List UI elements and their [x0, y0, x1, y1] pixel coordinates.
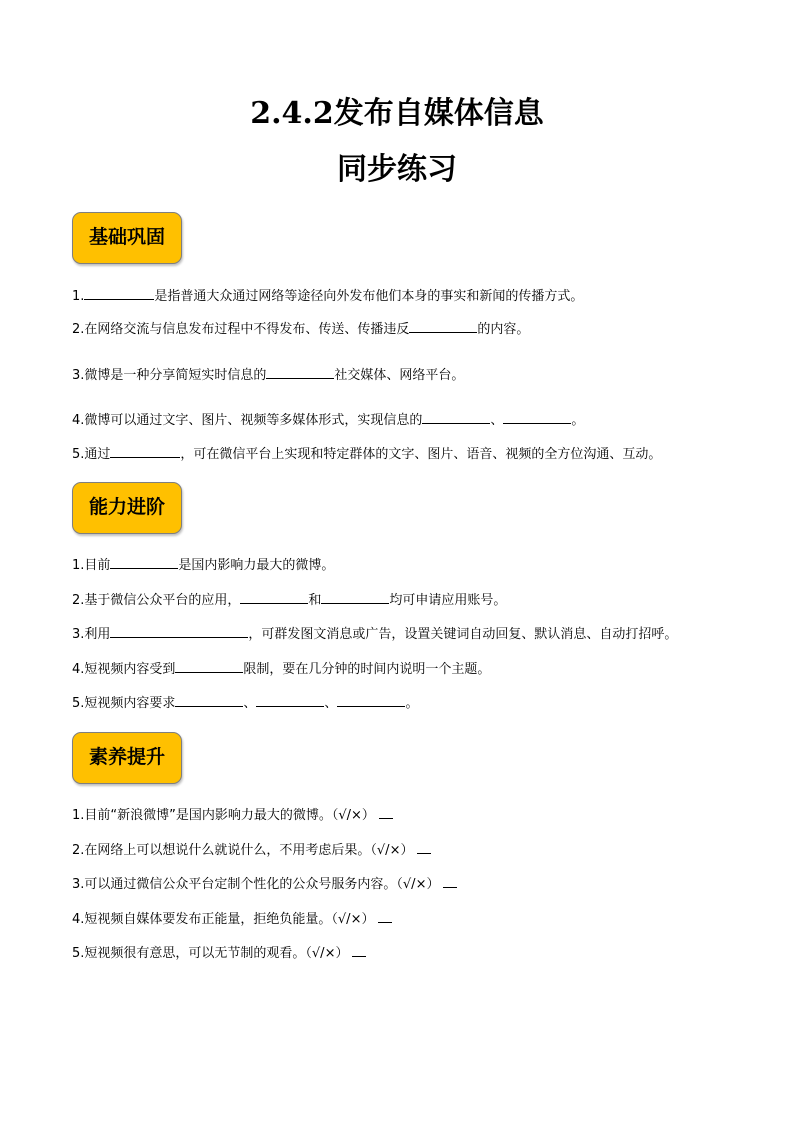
answer-blank[interactable] [443, 873, 457, 888]
answer-blank[interactable] [256, 692, 324, 707]
answer-blank[interactable] [337, 692, 405, 707]
question-basic-1: 1. 是指普通大众通过网络等途径向外发布他们本身的事实和新闻的传播方式。 [72, 285, 583, 307]
question-literacy-1: 1.目前“新浪微博”是国内影响力最大的微博。（√/×） [72, 804, 393, 826]
question-literacy-3: 3.可以通过微信公众平台定制个性化的公众号服务内容。（√/×） [72, 873, 457, 895]
answer-blank[interactable] [110, 554, 178, 569]
answer-blank[interactable] [240, 589, 308, 604]
question-advanced-5: 5.短视频内容要求 、 、 。 [72, 692, 418, 714]
answer-blank[interactable] [84, 285, 154, 300]
answer-blank[interactable] [503, 409, 571, 424]
answer-blank[interactable] [422, 409, 490, 424]
question-literacy-4: 4.短视频自媒体要发布正能量，拒绝负能量。（√/×） [72, 908, 392, 930]
page-subtitle: 同步练习 [337, 152, 457, 187]
page-title: 2.4.2发布自媒体信息 [250, 96, 544, 131]
answer-blank[interactable] [175, 692, 243, 707]
section-badge-advanced: 能力进阶 [72, 482, 182, 534]
question-basic-5: 5.通过 ，可在微信平台上实现和特定群体的文字、图片、语音、视频的全方位沟通、互动。 [72, 443, 661, 465]
section-badge-basic: 基础巩固 [72, 212, 182, 264]
question-advanced-2: 2.基于微信公众平台的应用， 和 均可申请应用账号。 [72, 589, 506, 611]
question-advanced-1: 1.目前 是国内影响力最大的微博。 [72, 554, 334, 576]
question-basic-2: 2.在网络交流与信息发布过程中不得发布、传送、传播违反 的内容。 [72, 318, 529, 340]
question-literacy-2: 2.在网络上可以想说什么就说什么，不用考虑后果。（√/×） [72, 839, 431, 861]
question-advanced-4: 4.短视频内容受到 限制，要在几分钟的时间内说明一个主题。 [72, 658, 490, 680]
answer-blank[interactable] [409, 318, 477, 333]
question-literacy-5: 5.短视频很有意思，可以无节制的观看。（√/×） [72, 942, 366, 964]
answer-blank[interactable] [321, 589, 389, 604]
answer-blank[interactable] [417, 839, 431, 854]
answer-blank[interactable] [352, 942, 366, 957]
answer-blank[interactable] [379, 804, 393, 819]
answer-blank[interactable] [378, 908, 392, 923]
answer-blank[interactable] [110, 623, 248, 638]
section-badge-literacy: 素养提升 [72, 732, 182, 784]
question-basic-3: 3.微博是一种分享简短实时信息的 社交媒体、网络平台。 [72, 364, 464, 386]
answer-blank[interactable] [175, 658, 243, 673]
answer-blank[interactable] [110, 443, 180, 458]
answer-blank[interactable] [266, 364, 334, 379]
question-advanced-3: 3.利用 ，可群发图文消息或广告，设置关键词自动回复、默认消息、自动打招呼。 [72, 623, 677, 645]
question-basic-4: 4.微博可以通过文字、图片、视频等多媒体形式，实现信息的 、 。 [72, 409, 584, 431]
